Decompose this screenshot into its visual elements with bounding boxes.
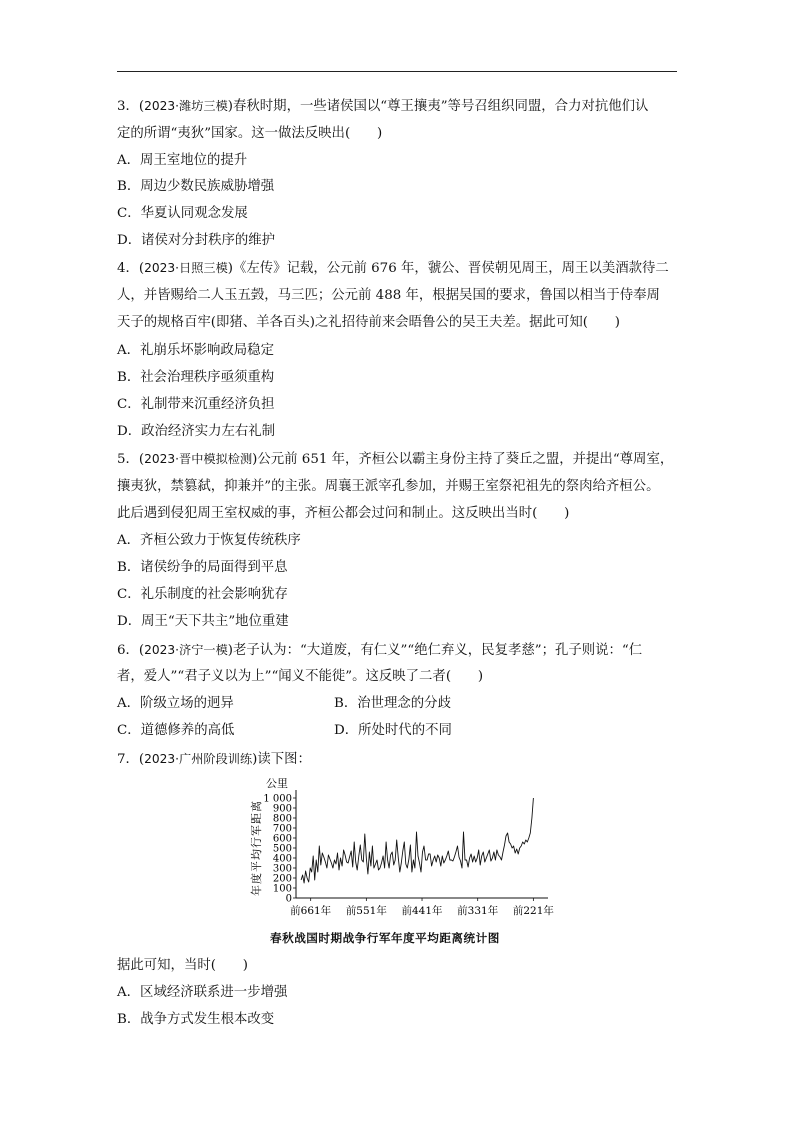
y-tick-label: 0	[285, 893, 292, 905]
y-tick-label: 900	[272, 803, 292, 815]
q4-stem-line3: 天子的规格百牢(即猪、羊各百头)之礼招待前来会晤鲁公的吴王夫差。据此可知( )	[117, 315, 620, 330]
q5-stem-line3: 此后遇到侵犯周王室权威的事，齐桓公都会过问和制止。这反映出当时( )	[117, 506, 570, 521]
chart-caption: 春秋战国时期战争行军年度平均距离统计图	[270, 931, 500, 945]
march-distance-chart	[238, 772, 568, 922]
q6-option-b[interactable]: B．治世理念的分歧	[334, 696, 451, 711]
q5-option-a[interactable]: A．齐桓公致力于恢复传统秩序	[117, 533, 301, 548]
q3-option-d[interactable]: D．诸侯对分封秩序的维护	[117, 233, 276, 248]
q3-option-a[interactable]: A．周王室地位的提升	[117, 153, 248, 168]
x-tick-label: 前221年	[512, 905, 554, 917]
x-tick-label: 前441年	[401, 905, 443, 917]
q4-stem-line2: 人，并皆赐给二人玉五瑴，马三匹；公元前 488 年，根据吴国的要求，鲁国以相当于侍奉周	[117, 288, 660, 303]
q6-stem-line1: 6．(2023·济宁一模)老子认为：“大道废，有仁义”“绝仁弃义，民复孝慈”；孔子则说：“仁	[117, 643, 643, 658]
q5-option-b[interactable]: B．诸侯纷争的局面得到平息	[117, 560, 288, 575]
q3-stem-line2: 定的所谓“夷狄”国家。这一做法反映出( )	[117, 126, 383, 141]
chart-svg	[238, 772, 568, 922]
q4-option-b[interactable]: B．社会治理秩序亟须重构	[117, 370, 275, 385]
y-tick-label: 600	[272, 833, 292, 845]
q3-stem-line1: 3．(2023·潍坊三模)春秋时期，一些诸侯国以“尊王攘夷”等号召组织同盟，合力对抗他们认	[117, 99, 649, 114]
x-tick-label: 前331年	[457, 905, 499, 917]
q4-option-d[interactable]: D．政治经济实力左右礼制	[117, 424, 276, 439]
q7-option-b[interactable]: B．战争方式发生根本改变	[117, 1012, 275, 1027]
header-rule	[117, 71, 677, 72]
q4-option-c[interactable]: C．礼制带来沉重经济负担	[117, 397, 275, 412]
series-line	[301, 798, 533, 883]
y-tick-label: 400	[272, 853, 292, 865]
y-tick-label: 800	[272, 813, 292, 825]
q4-stem-line1: 4．(2023·日照三模)《左传》记载，公元前 676 年，虢公、晋侯朝见周王，周王以美酒款待二	[117, 261, 669, 276]
y-tick-label: 100	[272, 883, 292, 895]
q5-stem-line1: 5．(2023·晋中模拟检测)公元前 651 年，齐桓公以霸主身份主持了葵丘之盟，并提出“尊周室，	[117, 452, 674, 467]
y-axis-unit: 公里	[266, 777, 288, 790]
q6-option-c[interactable]: C．道德修养的高低	[117, 723, 235, 738]
y-tick-label: 500	[272, 843, 292, 855]
q7-option-a[interactable]: A．区域经济联系进一步增强	[117, 985, 288, 1000]
q3-option-b[interactable]: B．周边少数民族威胁增强	[117, 179, 275, 194]
q7-stem-line1: 7．(2023·广州阶段训练)读下图：	[117, 752, 311, 767]
q6-option-d[interactable]: D．所处时代的不同	[334, 723, 452, 738]
y-tick-label: 200	[272, 873, 292, 885]
x-tick-label: 前661年	[290, 905, 332, 917]
y-tick-label: 1 000	[263, 793, 292, 805]
q5-option-d[interactable]: D．周王“天下共主”地位重建	[117, 614, 289, 629]
y-tick-label: 700	[272, 823, 292, 835]
q5-option-c[interactable]: C．礼乐制度的社会影响犹存	[117, 587, 288, 602]
y-tick-label: 300	[272, 863, 292, 875]
q6-option-a[interactable]: A．阶级立场的迥异	[117, 696, 234, 711]
q6-stem-line2: 者，爱人”“君子义以为上”“闻义不能徙”。这反映了二者( )	[117, 669, 484, 684]
x-tick-label: 前551年	[345, 905, 387, 917]
q7-stem-after-chart: 据此可知，当时( )	[117, 958, 248, 973]
q3-option-c[interactable]: C．华夏认同观念发展	[117, 206, 248, 221]
q4-option-a[interactable]: A．礼崩乐坏影响政局稳定	[117, 343, 274, 358]
q5-stem-line2: 攘夷狄，禁篡弑，抑兼并”的主张。周襄王派宰孔参加，并赐王室祭祀祖先的祭肉给齐桓公。	[117, 479, 660, 494]
y-axis-label: 年度平均行军距离	[250, 800, 263, 896]
